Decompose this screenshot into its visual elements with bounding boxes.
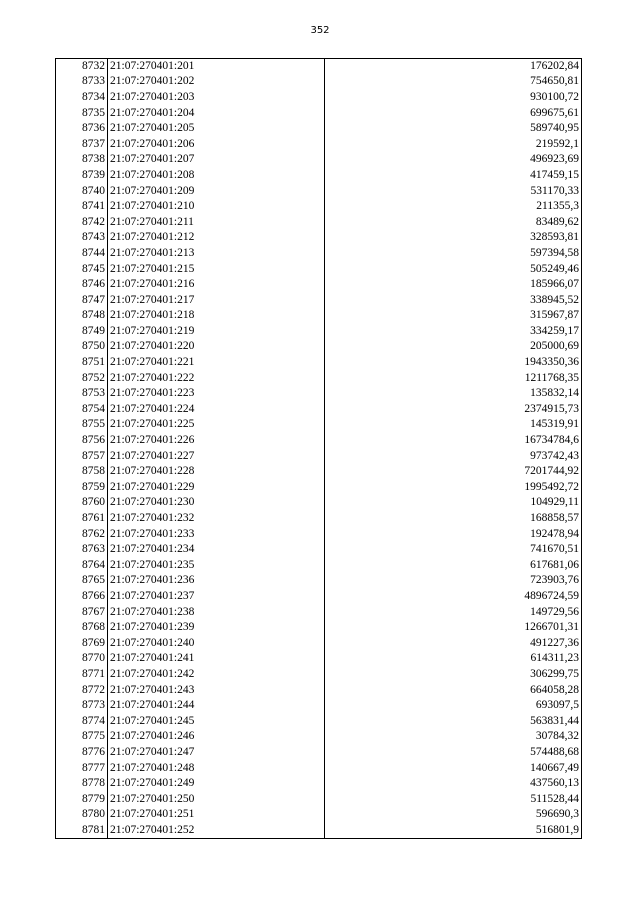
cadastral-value-cell: 2374915,73: [524, 402, 579, 415]
cadastral-number-cell: 21:07:270401:228: [108, 464, 325, 480]
cadastral-value-cell: 597394,58: [530, 246, 579, 259]
cadastral-number-cell: 21:07:270401:232: [108, 511, 325, 527]
cadastral-number-cell: 21:07:270401:226: [108, 433, 325, 449]
table-row: [56, 823, 582, 839]
table-row: [56, 246, 582, 262]
table-row: [56, 776, 582, 792]
table-row: [56, 355, 582, 371]
cadastral-value-cell: 176202,84: [325, 59, 582, 75]
cadastral-number-cell: 21:07:270401:221: [108, 355, 325, 371]
cadastral-value-cell: 664058,28: [530, 683, 579, 696]
row-number-cell: 8752: [56, 370, 108, 386]
cadastral-number-cell: 21:07:270401:247: [108, 745, 325, 761]
row-number-cell: 8779: [56, 791, 108, 807]
row-number-cell: 8753: [56, 386, 108, 402]
cadastral-number-cell: 21:07:270401:227: [108, 448, 325, 464]
table-row: [56, 230, 582, 246]
table-row: [56, 635, 582, 651]
table-body: [56, 59, 582, 839]
cadastral-value-cell: 328593,81: [530, 231, 579, 244]
cadastral-value-cell: 1266701,31: [524, 621, 579, 634]
cadastral-number-cell: 21:07:270401:204: [108, 105, 325, 121]
cadastral-value-cell: 511528,44: [530, 792, 579, 805]
cadastral-value-cell: 1211768,35: [524, 371, 579, 384]
table-row: [56, 791, 582, 807]
cadastral-value-cell: 596690,3: [535, 808, 579, 821]
row-number-cell: 8744: [56, 246, 108, 262]
table-row: [56, 386, 582, 402]
table-row: [56, 261, 582, 277]
cadastral-number-cell: 21:07:270401:229: [108, 480, 325, 496]
cadastral-number-cell: 21:07:270401:225: [108, 417, 325, 433]
cadastral-number-cell: 21:07:270401:252: [108, 823, 325, 839]
cadastral-value-cell: 563831,44: [530, 714, 579, 727]
row-number-cell: 8778: [56, 776, 108, 792]
cadastral-number-cell: 21:07:270401:234: [108, 542, 325, 558]
table-row: [56, 464, 582, 480]
table-row: [56, 807, 582, 823]
row-number-cell: 8758: [56, 464, 108, 480]
row-number-cell: 8742: [56, 214, 108, 230]
cadastral-value-cell: 315967,87: [530, 309, 579, 322]
row-number-cell: 8772: [56, 682, 108, 698]
row-number-cell: 8774: [56, 713, 108, 729]
cadastral-number-cell: 21:07:270401:241: [108, 651, 325, 667]
cadastral-value-cell: 614311,23: [530, 652, 579, 665]
table-row: [56, 760, 582, 776]
row-number-cell: 8781: [56, 823, 108, 839]
table-row: [56, 277, 582, 293]
table-row: [56, 199, 582, 215]
cadastral-number-cell: 21:07:270401:206: [108, 136, 325, 152]
cadastral-number-cell: 21:07:270401:216: [108, 277, 325, 293]
cadastral-number-cell: 21:07:270401:224: [108, 402, 325, 418]
cadastral-value-cell: 699675,61: [530, 106, 579, 119]
cadastral-number-cell: 21:07:270401:202: [108, 74, 325, 90]
cadastral-number-cell: 21:07:270401:209: [108, 183, 325, 199]
cadastral-value-cell: 83489,62: [535, 215, 579, 228]
row-number-cell: 8777: [56, 760, 108, 776]
cadastral-value-cell: 973742,43: [530, 449, 579, 462]
row-number-cell: 8765: [56, 573, 108, 589]
table-row: [56, 620, 582, 636]
table-row: [56, 667, 582, 683]
cadastral-value-cell: 219592,1: [535, 137, 579, 150]
cadastral-value-cell: 754650,81: [530, 75, 579, 88]
row-number-cell: 8741: [56, 199, 108, 215]
row-number-cell: 8755: [56, 417, 108, 433]
table-row: [56, 480, 582, 496]
cadastral-number-cell: 21:07:270401:244: [108, 698, 325, 714]
cadastral-value-cell: 693097,5: [535, 699, 579, 712]
cadastral-value-cell: 338945,52: [530, 293, 579, 306]
table-row: [56, 59, 582, 75]
cadastral-value-cell: 437560,13: [530, 777, 579, 790]
table-row: [56, 526, 582, 542]
row-number-cell: 8734: [56, 90, 108, 106]
row-number-cell: 8769: [56, 635, 108, 651]
cadastral-value-cell: 589740,95: [530, 122, 579, 135]
cadastral-number-cell: 21:07:270401:212: [108, 230, 325, 246]
row-number-cell: 8732: [56, 59, 108, 75]
row-number-cell: 8768: [56, 620, 108, 636]
cadastral-value-cell: 211355,3: [536, 200, 579, 213]
cadastral-value-cell: 168858,57: [530, 512, 579, 525]
row-number-cell: 8763: [56, 542, 108, 558]
cadastral-value-cell: 185966,07: [530, 278, 579, 291]
cadastral-value-cell: 140667,49: [530, 761, 579, 774]
table-row: [56, 651, 582, 667]
cadastral-value-cell: 1995492,72: [524, 480, 579, 493]
row-number-cell: 8754: [56, 402, 108, 418]
row-number-cell: 8751: [56, 355, 108, 371]
table-row: [56, 105, 582, 121]
cadastral-value-cell: 617681,06: [530, 558, 579, 571]
cadastral-value-cell: 491227,36: [530, 636, 579, 649]
table-row: [56, 168, 582, 184]
cadastral-number-cell: 21:07:270401:251: [108, 807, 325, 823]
table-row: [56, 292, 582, 308]
row-number-cell: 8747: [56, 292, 108, 308]
row-number-cell: 8773: [56, 698, 108, 714]
table-row: [56, 402, 582, 418]
table-row: [56, 511, 582, 527]
cadastral-number-cell: 21:07:270401:201: [108, 59, 325, 75]
cadastral-number-cell: 21:07:270401:211: [108, 214, 325, 230]
row-number-cell: 8738: [56, 152, 108, 168]
cadastral-value-cell: 723903,76: [530, 574, 579, 587]
row-number-cell: 8743: [56, 230, 108, 246]
cadastral-value-cell: 16734784,6: [524, 434, 579, 447]
cadastral-value-cell: 574488,68: [530, 745, 579, 758]
cadastral-number-cell: 21:07:270401:246: [108, 729, 325, 745]
cadastral-number-cell: 21:07:270401:207: [108, 152, 325, 168]
cadastral-number-cell: 21:07:270401:217: [108, 292, 325, 308]
row-number-cell: 8740: [56, 183, 108, 199]
table-row: [56, 370, 582, 386]
row-number-cell: 8739: [56, 168, 108, 184]
cadastral-number-cell: 21:07:270401:219: [108, 324, 325, 340]
table-row: [56, 495, 582, 511]
table-row: [56, 448, 582, 464]
cadastral-value-cell: 930100,72: [530, 90, 579, 103]
table-row: [56, 417, 582, 433]
cadastral-value-cell: 417459,15: [530, 168, 579, 181]
cadastral-value-cell: 30784,32: [535, 730, 579, 743]
cadastral-number-cell: 21:07:270401:238: [108, 604, 325, 620]
page-number: 352: [310, 25, 330, 36]
table-row: [56, 136, 582, 152]
cadastral-number-cell: 21:07:270401:218: [108, 308, 325, 324]
row-number-cell: 8775: [56, 729, 108, 745]
cadastral-number-cell: 21:07:270401:215: [108, 261, 325, 277]
table-row: [56, 339, 582, 355]
cadastral-value-cell: 741670,51: [530, 543, 579, 556]
cadastral-value-cell: 1943350,36: [524, 356, 579, 369]
cadastral-value-cell: 205000,69: [530, 340, 579, 353]
table-row: [56, 698, 582, 714]
cadastral-value-table: [55, 58, 582, 839]
row-number-cell: 8745: [56, 261, 108, 277]
cadastral-number-cell: 21:07:270401:203: [108, 90, 325, 106]
cadastral-number-cell: 21:07:270401:243: [108, 682, 325, 698]
cadastral-value-cell: 505249,46: [530, 262, 579, 275]
cadastral-number-cell: 21:07:270401:240: [108, 635, 325, 651]
cadastral-number-cell: 21:07:270401:242: [108, 667, 325, 683]
row-number-cell: 8776: [56, 745, 108, 761]
cadastral-value-cell: 334259,17: [530, 324, 579, 337]
row-number-cell: 8770: [56, 651, 108, 667]
row-number-cell: 8756: [56, 433, 108, 449]
row-number-cell: 8757: [56, 448, 108, 464]
table-row: [56, 152, 582, 168]
row-number-cell: 8748: [56, 308, 108, 324]
cadastral-number-cell: 21:07:270401:245: [108, 713, 325, 729]
row-number-cell: 8766: [56, 589, 108, 605]
table-row: [56, 183, 582, 199]
cadastral-number-cell: 21:07:270401:220: [108, 339, 325, 355]
table-row: [56, 604, 582, 620]
cadastral-value-cell: 149729,56: [530, 605, 579, 618]
table-row: [56, 308, 582, 324]
row-number-cell: 8780: [56, 807, 108, 823]
row-number-cell: 8746: [56, 277, 108, 293]
cadastral-value-cell: 192478,94: [530, 527, 579, 540]
row-number-cell: 8737: [56, 136, 108, 152]
cadastral-value-cell: 7201744,92: [524, 465, 579, 478]
row-number-cell: 8762: [56, 526, 108, 542]
cadastral-number-cell: 21:07:270401:248: [108, 760, 325, 776]
table-row: [56, 745, 582, 761]
table-row: [56, 573, 582, 589]
table-row: [56, 729, 582, 745]
cadastral-number-cell: 21:07:270401:213: [108, 246, 325, 262]
table-row: [56, 433, 582, 449]
table-row: [56, 589, 582, 605]
row-number-cell: 8733: [56, 74, 108, 90]
table-row: [56, 214, 582, 230]
cadastral-number-cell: 21:07:270401:236: [108, 573, 325, 589]
table-row: [56, 713, 582, 729]
cadastral-number-cell: 21:07:270401:249: [108, 776, 325, 792]
row-number-cell: 8764: [56, 558, 108, 574]
row-number-cell: 8761: [56, 511, 108, 527]
table-row: [56, 324, 582, 340]
cadastral-value-cell: 516801,9: [325, 823, 582, 839]
table-row: [56, 90, 582, 106]
table-row: [56, 74, 582, 90]
cadastral-number-cell: 21:07:270401:237: [108, 589, 325, 605]
table-row: [56, 121, 582, 137]
cadastral-number-cell: 21:07:270401:208: [108, 168, 325, 184]
cadastral-number-cell: 21:07:270401:223: [108, 386, 325, 402]
table-row: [56, 542, 582, 558]
cadastral-number-cell: 21:07:270401:235: [108, 558, 325, 574]
cadastral-value-cell: 145319,91: [530, 418, 579, 431]
row-number-cell: 8736: [56, 121, 108, 137]
cadastral-value-cell: 135832,14: [530, 387, 579, 400]
cadastral-number-cell: 21:07:270401:250: [108, 791, 325, 807]
cadastral-number-cell: 21:07:270401:222: [108, 370, 325, 386]
cadastral-value-cell: 496923,69: [530, 153, 579, 166]
cadastral-number-cell: 21:07:270401:233: [108, 526, 325, 542]
table-row: [56, 682, 582, 698]
row-number-cell: 8771: [56, 667, 108, 683]
cadastral-number-cell: 21:07:270401:230: [108, 495, 325, 511]
cadastral-number-cell: 21:07:270401:205: [108, 121, 325, 137]
cadastral-number-cell: 21:07:270401:210: [108, 199, 325, 215]
row-number-cell: 8759: [56, 480, 108, 496]
table-row: [56, 558, 582, 574]
cadastral-value-cell: 531170,33: [530, 184, 579, 197]
row-number-cell: 8760: [56, 495, 108, 511]
row-number-cell: 8767: [56, 604, 108, 620]
cadastral-value-cell: 306299,75: [530, 667, 579, 680]
cadastral-value-cell: 104929,11: [530, 496, 579, 509]
cadastral-number-cell: 21:07:270401:239: [108, 620, 325, 636]
row-number-cell: 8735: [56, 105, 108, 121]
row-number-cell: 8749: [56, 324, 108, 340]
cadastral-value-cell: 4896724,59: [524, 589, 579, 602]
row-number-cell: 8750: [56, 339, 108, 355]
